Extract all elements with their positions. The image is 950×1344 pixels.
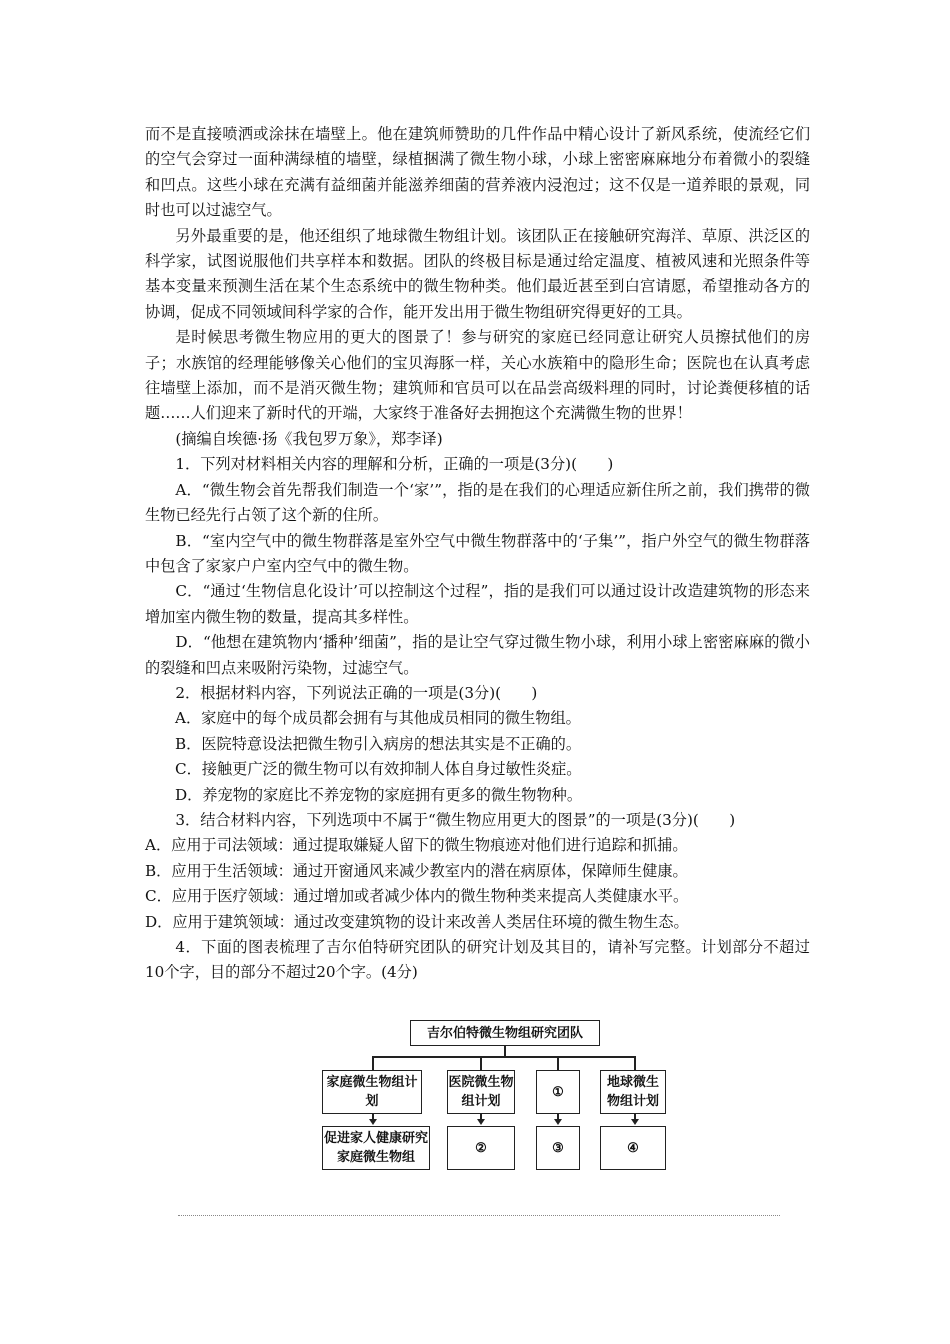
goal-box-blank-4: ④ [600, 1126, 666, 1170]
question-1-option-b: B．“室内空气中的微生物群落是室外空气中微生物群落中的‘子集’”，指户外空气的微生物群落中包含了家家户户室内空气中的微生物。 [145, 531, 810, 575]
goal-box-home: 促进家人健康研究家庭微生物组 [322, 1126, 430, 1170]
connector [557, 1056, 559, 1070]
connector [372, 1056, 374, 1070]
arrow-down-icon [554, 1119, 562, 1125]
plan-box-earth: 地球微生物组计划 [600, 1070, 666, 1114]
document-body [145, 122, 810, 986]
question-3-stem: 3．结合材料内容，下列选项中不属于“微生物应用更大的图景”的一项是(3分)( ) [175, 810, 736, 829]
plan-box-hospital: 医院微生物组计划 [447, 1070, 515, 1114]
question-2-stem: 2．根据材料内容，下列说法正确的一项是(3分)( ) [175, 683, 538, 702]
question-3-option-d: D．应用于建筑领域：通过改变建筑物的设计来改善人类居住环境的微生物生态。 [145, 912, 689, 931]
question-1-option-c: C．“通过‘生物信息化设计’可以控制这个过程”，指的是我们可以通过设计改造建筑物的形态来增加室内微生物的数量，提高其多样性。 [145, 582, 810, 626]
passage-paragraph-3: 是时候思考微生物应用的更大的图景了！参与研究的家庭已经同意让研究人员擦拭他们的房子；水族馆的经理能够像关心他们的宝贝海豚一样，关心水族箱中的隐形生命；医院也在认真考虑往墙壁上添加，而不是消灭微生物；建筑师和官员可以在品尝高级料理的同时，讨论粪便移植的话题……人们迎来了新时代的开端，大家终于准备好去拥抱这个充满微生物的世界！ [145, 328, 810, 423]
passage-paragraph-2: 另外最重要的是，他还组织了地球微生物组计划。该团队正在接触研究海洋、草原、洪泛区的科学家，试图说服他们共享样本和数据。团队的终极目标是通过给定温度、植被风速和光照条件等基本变量来预测生活在某个生态系统中的微生物种类。他们最近甚至到白宫请愿，希望推动各方的协调，促成不同领域间科学家的合作，能开发出用于微生物组研究得更好的工具。 [145, 226, 810, 321]
research-plan-diagram [320, 1020, 670, 1175]
page-footer-divider [178, 1215, 780, 1216]
arrow-down-icon [369, 1119, 377, 1125]
question-4-stem: 4．下面的图表梳理了吉尔伯特研究团队的研究计划及其目的，请补写完整。计划部分不超过10个字，目的部分不超过20个字。(4分) [145, 938, 810, 982]
plan-box-home: 家庭微生物组计划 [322, 1070, 422, 1114]
connector [480, 1056, 482, 1070]
question-3-option-a: A．应用于司法领域：通过提取嫌疑人留下的微生物痕迹对他们进行追踪和抓捕。 [145, 836, 688, 855]
passage-paragraph-1: 而不是直接喷洒或涂抹在墙壁上。他在建筑师赞助的几件作品中精心设计了新风系统，使流经它们的空气会穿过一面种满绿植的墙壁，绿植捆满了微生物小球，小球上密密麻麻地分布着微小的裂缝和凹点。这些小球在充满有益细菌并能滋养细菌的营养液内浸泡过；这不仅是一道养眼的景观，同时也可以过滤空气。 [145, 125, 810, 220]
question-3-option-c: C．应用于医疗领域：通过增加或者减少体内的微生物种类来提高人类健康水平。 [145, 887, 689, 906]
goal-box-blank-2: ② [447, 1126, 515, 1170]
connector [504, 1046, 506, 1056]
question-1-option-a: A．“微生物会首先帮我们制造一个‘家’”，指的是在我们的心理适应新住所之前，我们携带的微生物已经先行占领了这个新的住所。 [145, 480, 810, 525]
question-2-option-c: C．接触更广泛的微生物可以有效抑制人体自身过敏性炎症。 [175, 760, 582, 779]
question-1-option-d: D．“他想在建筑物内‘播种’细菌”，指的是让空气穿过微生物小球，利用小球上密密麻麻的微小的裂缝和凹点来吸附污染物，过滤空气。 [145, 633, 810, 677]
question-2-option-d: D．养宠物的家庭比不养宠物的家庭拥有更多的微生物物种。 [175, 785, 583, 804]
question-3-option-b: B．应用于生活领域：通过开窗通风来减少教室内的潜在病原体，保障师生健康。 [145, 861, 688, 880]
goal-box-blank-3: ③ [536, 1126, 580, 1170]
question-2-option-b: B．医院特意设法把微生物引入病房的想法其实是不正确的。 [175, 734, 582, 753]
question-2-option-a: A．家庭中的每个成员都会拥有与其他成员相同的微生物组。 [175, 709, 581, 728]
arrow-down-icon [477, 1119, 485, 1125]
connector [372, 1056, 634, 1058]
plan-box-blank-1: ① [536, 1070, 580, 1114]
connector [634, 1056, 636, 1070]
question-1-stem: 1．下列对材料相关内容的理解和分析，正确的一项是(3分)( ) [175, 455, 614, 474]
diagram-root-box: 吉尔伯特微生物组研究团队 [410, 1020, 600, 1046]
arrow-down-icon [631, 1119, 639, 1125]
passage-source: (摘编自埃德·扬《我包罗万象》，郑李译) [175, 429, 443, 448]
